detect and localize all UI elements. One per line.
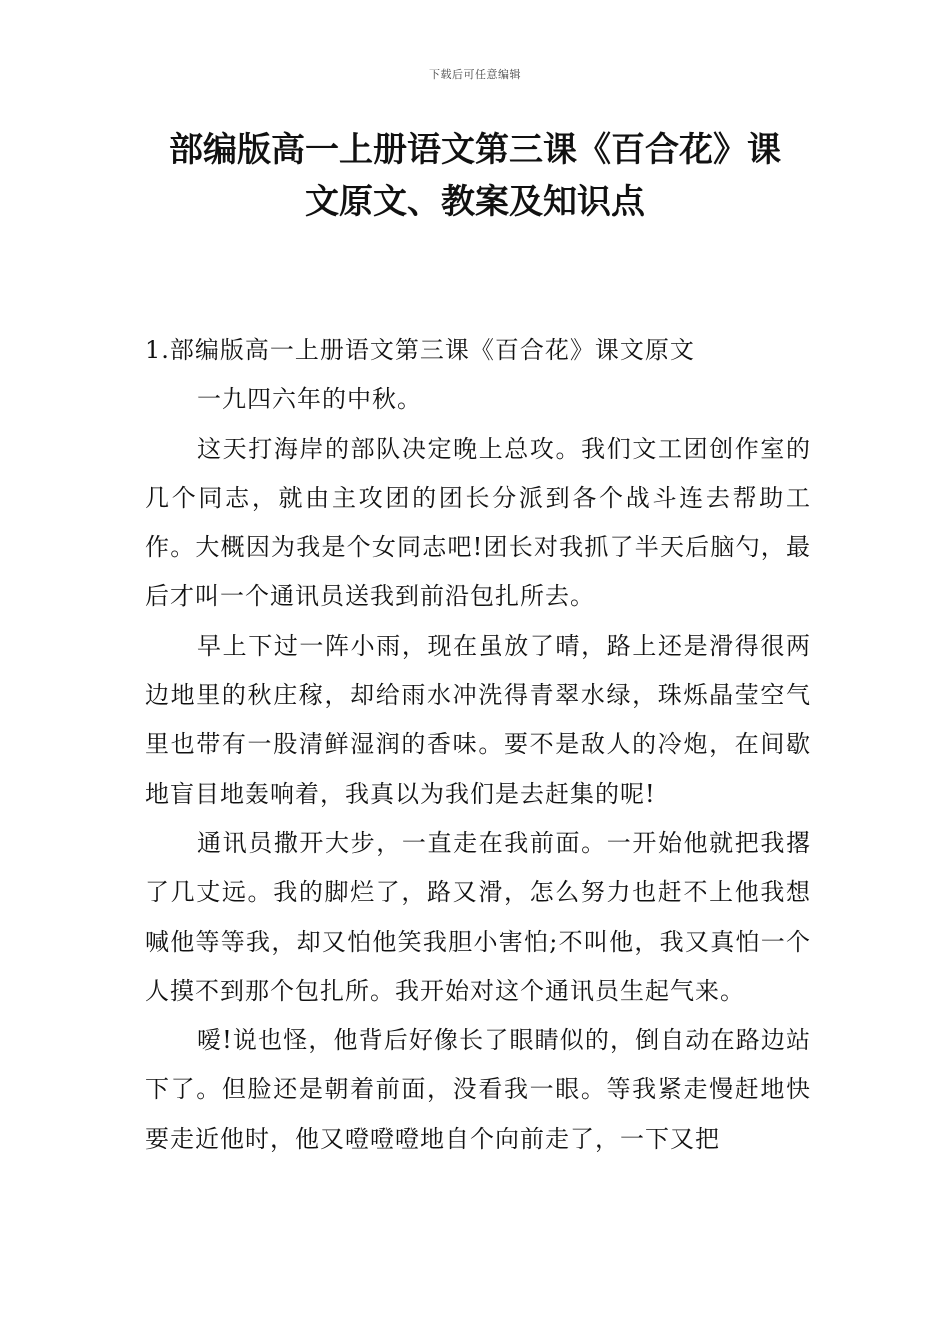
paragraph-4: 通讯员撒开大步，一直走在我前面。一开始他就把我撂了几丈远。我的脚烂了，路又滑，怎么努力也赶不上他我想喊他等等我，却又怕他笑我胆小害怕;不叫他，我又真怕一个人摸不到那个包扎所。我开始对这个通讯员生起气来。 [145, 828, 811, 1005]
title-line-1: 部编版高一上册语文第三课《百合花》课 [169, 130, 781, 170]
section-heading: 1.部编版高一上册语文第三课《百合花》课文原文 [145, 336, 695, 364]
document-title [140, 124, 810, 228]
body-text [145, 326, 811, 1164]
paragraph-3: 早上下过一阵小雨，现在虽放了晴，路上还是滑得很两边地里的秋庄稼，却给雨水冲洗得青翠水绿，珠烁晶莹空气里也带有一股清鲜湿润的香味。要不是敌人的冷炮，在间歇地盲目地轰响着，我真以为我们是去赶集的呢! [145, 631, 811, 808]
paragraph-2: 这天打海岸的部队决定晚上总攻。我们文工团创作室的几个同志，就由主攻团的团长分派到各个战斗连去帮助工作。大概因为我是个女同志吧!团长对我抓了半天后脑勺，最后才叫一个通讯员送我到前沿包扎所去。 [145, 434, 811, 611]
title-line-2: 文原文、教案及知识点 [305, 182, 645, 222]
paragraph-5: 嗳!说也怪，他背后好像长了眼睛似的，倒自动在路边站下了。但脸还是朝着前面，没看我一眼。等我紧走慢赶地快要走近他时，他又噔噔噔地自个向前走了，一下又把 [145, 1026, 811, 1153]
paragraph-1: 一九四六年的中秋。 [197, 385, 422, 414]
header-note: 下载后可任意编辑 [429, 68, 521, 81]
